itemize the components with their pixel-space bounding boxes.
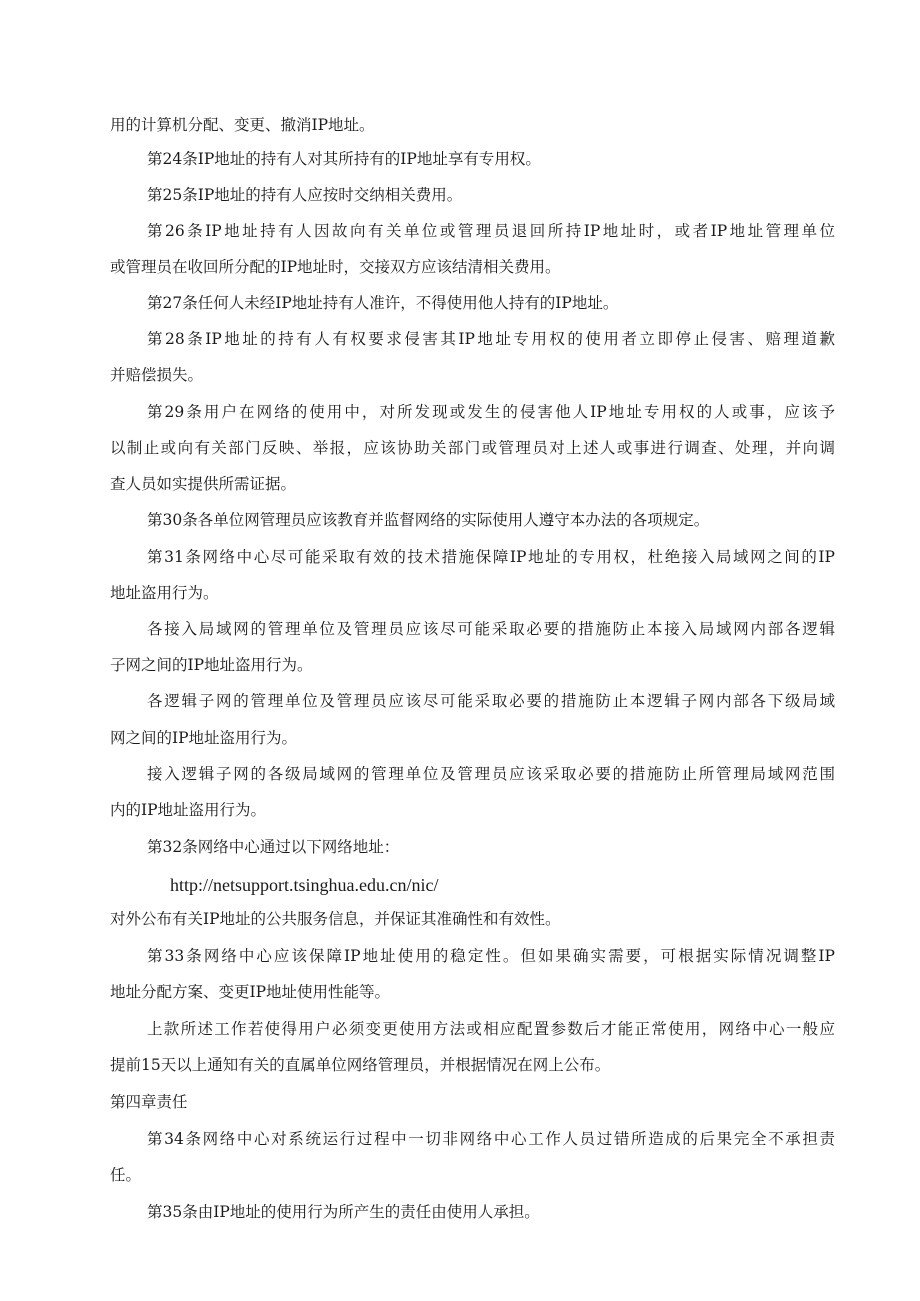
article-28: 第28条IP地址的持有人有权要求侵害其IP地址专用权的使用者立即停止侵害、赔理道歉 <box>147 330 835 348</box>
article-34: 第34条网络中心对系统运行过程中一切非网络中心工作人员过错所造成的后果完全不承担责 <box>147 1130 835 1148</box>
paragraph: 上款所述工作若使得用户必须变更使用方法或相应配置参数后才能正常使用，网络中心一般应 <box>147 1020 835 1038</box>
text-line: 网之间的IP地址盗用行为。 <box>110 729 298 747</box>
text-line: 并赔偿损失。 <box>110 366 204 384</box>
article-29: 第29条用户在网络的使用中，对所发现或发生的侵害他人IP地址专用权的人或事，应该予 <box>147 403 835 421</box>
article-25: 第25条IP地址的持有人应按时交纳相关费用。 <box>147 186 463 204</box>
text-line: 子网之间的IP地址盗用行为。 <box>110 656 313 674</box>
article-26: 第26条IP地址持有人因故向有关单位或管理员退回所持IP地址时，或者IP地址管理单位 <box>147 222 835 240</box>
url-text: http://netsupport.tsinghua.edu.cn/nic/ <box>170 875 439 895</box>
article-32: 第32条网络中心通过以下网络地址： <box>147 838 400 856</box>
text-line: 地址分配方案、变更IP地址使用性能等。 <box>110 983 391 1001</box>
article-33: 第33条网络中心应该保障IP地址使用的稳定性。但如果确实需要，可根据实际情况调整IP <box>147 947 835 965</box>
article-35: 第35条由IP地址的使用行为所产生的责任由使用人承担。 <box>147 1203 540 1221</box>
text-line: 地址盗用行为。 <box>110 584 219 602</box>
article-31: 第31条网络中心尽可能采取有效的技术措施保障IP地址的专用权，杜绝接入局域网之间的IP <box>147 548 835 566</box>
article-27: 第27条任何人未经IP地址持有人准许，不得使用他人持有的IP地址。 <box>147 294 619 312</box>
text-line: 对外公布有关IP地址的公共服务信息，并保证其准确性和有效性。 <box>110 910 561 928</box>
text-line: 任。 <box>110 1166 142 1184</box>
text-line: 提前15天以上通知有关的直属单位网络管理员，并根据情况在网上公布。 <box>110 1056 611 1074</box>
article-30: 第30条各单位网管理员应该教育并监督网络的实际使用人遵守本办法的各项规定。 <box>147 511 710 529</box>
text-line: 以制止或向有关部门反映、举报，应该协助关部门或管理员对上述人或事进行调查、处理，并向调 <box>110 439 835 457</box>
text-line: 或管理员在收回所分配的IP地址时，交接双方应该结清相关费用。 <box>110 258 561 276</box>
text-line: 用的计算机分配、变更、撤消IP地址。 <box>110 116 375 134</box>
text-line: 查人员如实提供所需证据。 <box>110 475 297 493</box>
chapter-heading: 第四章责任 <box>110 1093 188 1111</box>
paragraph: 各接入局域网的管理单位及管理员应该尽可能采取必要的措施防止本接入局域网内部各逻辑 <box>147 620 835 638</box>
article-24: 第24条IP地址的持有人对其所持有的IP地址享有专用权。 <box>147 150 541 168</box>
text-line: 内的IP地址盗用行为。 <box>110 801 267 819</box>
paragraph: 接入逻辑子网的各级局域网的管理单位及管理员应该采取必要的措施防止所管理局域网范围 <box>147 765 835 783</box>
paragraph: 各逻辑子网的管理单位及管理员应该尽可能采取必要的措施防止本逻辑子网内部各下级局域 <box>147 692 835 710</box>
